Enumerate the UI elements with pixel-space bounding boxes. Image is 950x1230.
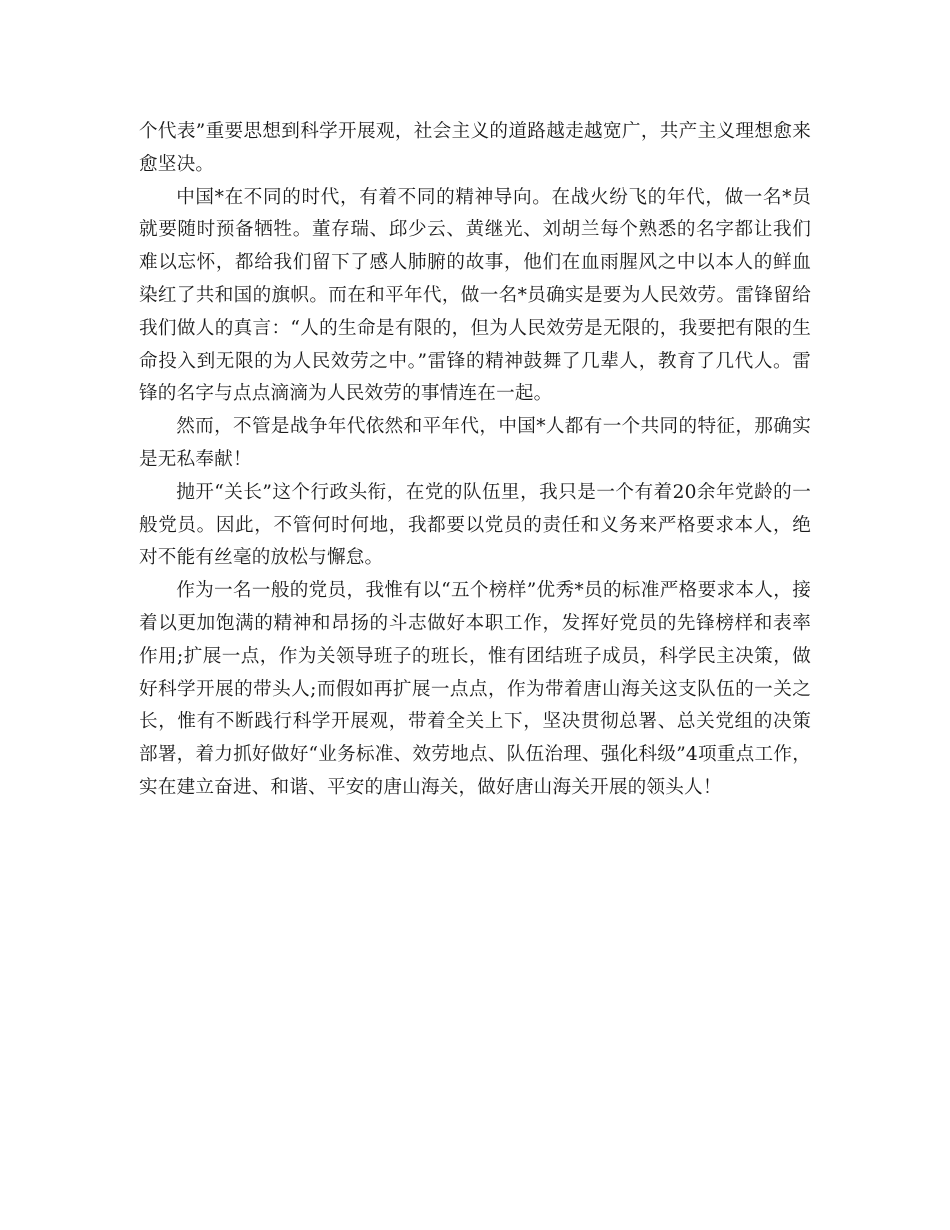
paragraph-5: 作为一名一般的党员，我惟有以“五个榜样”优秀*员的标准严格要求本人，接着以更加饱满的精神和昂扬的斗志做好本职工作，发挥好党员的先锋榜样和表率作用;扩展一点，作为关领导班子的班长，惟有团结班子成员，科学民主决策，做好科学开展的带头人;而假如再扩展一点点，作为带着唐山海关这支队伍的一关之长，惟有不断践行科学开展观，带着全关上下，坚决贯彻总署、总关党组的决策部署，着力抓好做好“业务标准、效劳地点、队伍治理、强化科级”4项重点工作，实在建立奋进、和谐、平安的唐山海关，做好唐山海关开展的领头人！ (139, 580, 811, 798)
paragraph-1: 个代表”重要思想到科学开展观，社会主义的道路越走越宽广，共产主义理想愈来愈坚决。 (139, 121, 811, 175)
paragraph-4: 抛开“关长”这个行政头衔，在党的队伍里，我只是一个有着20余年党龄的一般党员。因此，不管何时何地，我都要以党员的责任和义务来严格要求本人，绝对不能有丝毫的放松与懈怠。 (139, 481, 811, 569)
paragraph-2: 中国*在不同的时代，有着不同的精神导向。在战火纷飞的年代，做一名*员就要随时预备牺牲。董存瑞、邱少云、黄继光、刘胡兰每个熟悉的名字都让我们难以忘怀，都给我们留下了感人肺腑的故事，他们在血雨腥风之中以本人的鲜血染红了共和国的旗帜。而在和平年代，做一名*员确实是要为人民效劳。雷锋留给我们做人的真言：“人的生命是有限的，但为人民效劳是无限的，我要把有限的生命投入到无限的为人民效劳之中。”雷锋的精神鼓舞了几辈人，教育了几代人。雷锋的名字与点点滴滴为人民效劳的事情连在一起。 (139, 186, 811, 405)
paragraph-3: 然而，不管是战争年代依然和平年代，中国*人都有一个共同的特征，那确实是无私奉献！ (139, 416, 811, 470)
document-body (139, 116, 811, 805)
